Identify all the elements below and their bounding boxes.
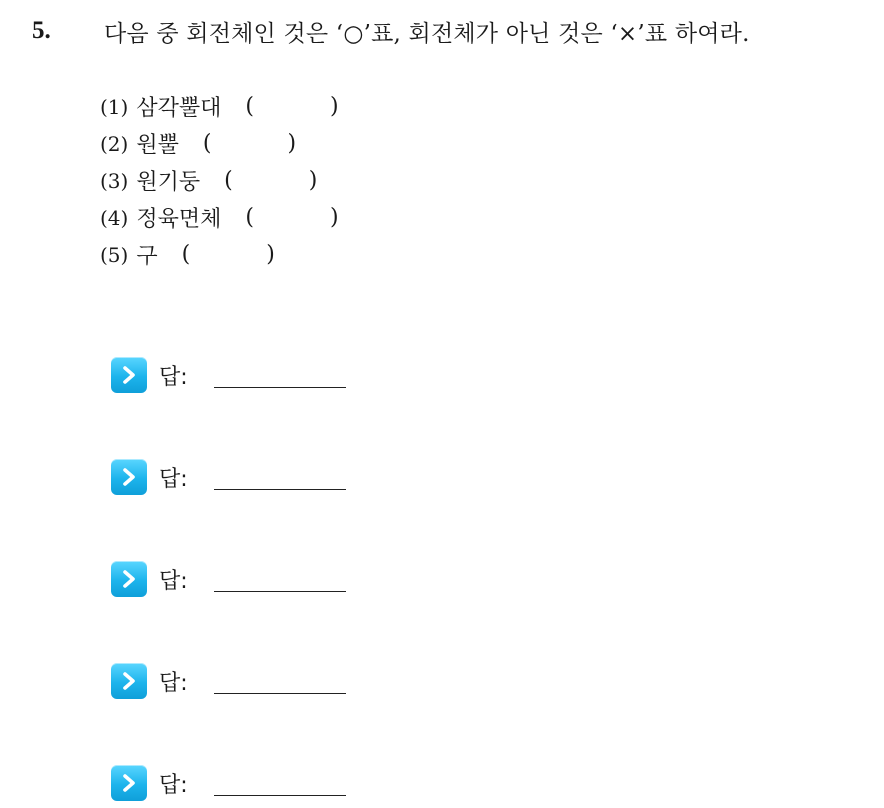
chevron-right-icon <box>111 357 147 393</box>
item-number: (1) <box>100 94 129 119</box>
question-header <box>32 14 750 48</box>
answer-blank[interactable] <box>182 242 275 267</box>
open-paren: ( <box>245 94 254 119</box>
item-list <box>100 88 339 273</box>
list-item <box>100 88 339 125</box>
chevron-right-icon <box>111 765 147 801</box>
open-paren: ( <box>245 205 254 230</box>
close-paren: ) <box>287 131 297 156</box>
answer-blank[interactable] <box>224 168 317 193</box>
close-paren: ) <box>329 205 339 230</box>
answer-blank[interactable] <box>245 94 338 119</box>
answer-row <box>111 457 188 497</box>
answer-input-line[interactable] <box>214 693 346 694</box>
list-item <box>100 125 339 162</box>
item-number: (3) <box>100 168 129 193</box>
open-paren: ( <box>202 131 212 156</box>
answer-row <box>111 355 188 395</box>
list-item <box>100 236 339 273</box>
question-number: 5. <box>32 17 51 44</box>
answer-row <box>111 661 188 701</box>
chevron-right-icon <box>111 459 147 495</box>
answer-input-line[interactable] <box>214 489 346 490</box>
answer-input-line[interactable] <box>214 591 346 592</box>
answer-label: 답: <box>159 772 188 798</box>
item-number: (5) <box>100 242 129 267</box>
item-label: 원기둥 <box>136 170 201 195</box>
answer-label: 답: <box>159 466 188 492</box>
item-number: (4) <box>100 205 129 230</box>
answer-label: 답: <box>159 670 188 696</box>
item-label: 구 <box>136 244 158 269</box>
list-item <box>100 162 339 199</box>
item-number: (2) <box>100 131 129 156</box>
question-text: 다음 중 회전체인 것은 ‘○’표, 회전체가 아닌 것은 ‘×’표 하여라. <box>104 20 750 47</box>
answer-row <box>111 559 188 599</box>
close-paren: ) <box>308 168 318 193</box>
answer-input-line[interactable] <box>214 387 346 388</box>
item-label: 정육면체 <box>136 207 222 232</box>
chevron-right-icon <box>111 663 147 699</box>
open-paren: ( <box>181 242 191 267</box>
chevron-right-icon <box>111 561 147 597</box>
answer-label: 답: <box>159 364 188 390</box>
answer-blank[interactable] <box>245 205 338 230</box>
answer-label: 답: <box>159 568 188 594</box>
list-item <box>100 199 339 236</box>
answer-row <box>111 763 188 803</box>
open-paren: ( <box>224 168 233 193</box>
item-label: 삼각뿔대 <box>136 96 222 121</box>
close-paren: ) <box>329 94 339 119</box>
answer-blank[interactable] <box>203 131 296 156</box>
answer-input-line[interactable] <box>214 795 346 796</box>
item-label: 원뿔 <box>136 133 179 158</box>
close-paren: ) <box>266 242 275 267</box>
